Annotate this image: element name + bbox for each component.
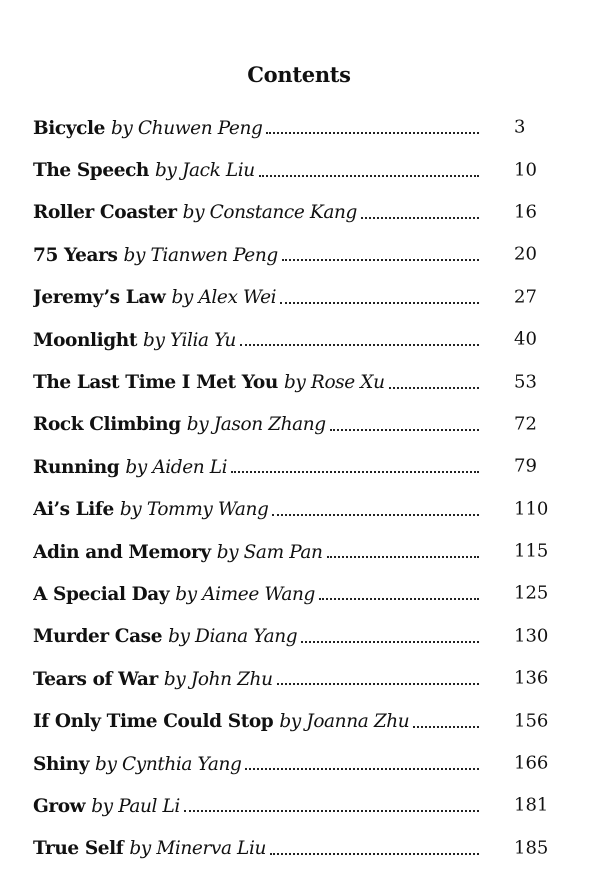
story-title: Adin and Memory (33, 541, 211, 563)
toc-entry-text (33, 754, 479, 775)
toc-entry[interactable] (33, 531, 553, 573)
toc-entry[interactable] (33, 658, 553, 700)
story-author: by Aimee Wang (175, 583, 315, 605)
toc-entry-text (33, 499, 479, 520)
dot-leader (301, 641, 479, 643)
toc-entry[interactable] (33, 743, 553, 785)
toc-entry-text (33, 118, 479, 139)
page-number: 72 (514, 413, 537, 435)
page-number: 53 (514, 370, 537, 392)
story-author: by Alex Wei (171, 287, 277, 309)
page-number: 3 (514, 116, 526, 138)
dot-leader (319, 598, 479, 600)
toc-entry[interactable] (33, 573, 553, 615)
toc-entry[interactable] (33, 446, 553, 488)
story-author: by John Zhu (163, 668, 273, 690)
page-number: 136 (514, 667, 549, 689)
page-number: 40 (514, 328, 537, 350)
toc-entry-text (33, 414, 479, 435)
dot-leader (361, 217, 479, 219)
toc-entry-text (33, 796, 479, 817)
page-number: 16 (514, 201, 537, 223)
story-title: Moonlight (33, 329, 137, 351)
page-number: 125 (514, 582, 549, 604)
dot-leader (280, 302, 479, 304)
story-title: Roller Coaster (33, 202, 177, 224)
toc-entry[interactable] (33, 319, 553, 361)
dot-leader (413, 726, 479, 728)
toc-entry[interactable] (33, 616, 553, 658)
table-of-contents (33, 107, 553, 870)
toc-entry-text (33, 711, 479, 732)
story-title: Shiny (33, 753, 90, 775)
story-title: Tears of War (33, 668, 158, 690)
dot-leader (389, 387, 479, 389)
story-title: Ai’s Life (33, 499, 114, 521)
story-author: by Aiden Li (125, 456, 228, 478)
toc-entry-text (33, 669, 479, 690)
dot-leader (266, 132, 479, 134)
dot-leader (330, 429, 479, 431)
toc-entry-text (33, 626, 479, 647)
toc-entry[interactable] (33, 700, 553, 742)
page-number: 115 (514, 540, 549, 562)
story-author: by Joanna Zhu (279, 711, 410, 733)
story-title: The Speech (33, 160, 149, 182)
story-author: by Jack Liu (154, 160, 255, 182)
story-title: A Special Day (33, 583, 170, 605)
story-author: by Diana Yang (168, 626, 298, 648)
dot-leader (270, 853, 479, 855)
dot-leader (327, 556, 479, 558)
contents-heading: Contents (247, 62, 351, 87)
toc-entry[interactable] (33, 149, 553, 191)
toc-entry-text (33, 584, 479, 605)
dot-leader (231, 471, 479, 473)
story-author: by Cynthia Yang (95, 753, 242, 775)
story-author: by Constance Kang (182, 202, 357, 224)
toc-entry-text (33, 245, 479, 266)
story-title: Rock Climbing (33, 414, 181, 436)
story-title: Murder Case (33, 626, 163, 648)
story-title: Bicycle (33, 117, 105, 139)
story-title: 75 Years (33, 244, 118, 266)
story-author: by Jason Zhang (186, 414, 326, 436)
toc-entry[interactable] (33, 192, 553, 234)
story-author: by Yilia Yu (143, 329, 236, 351)
story-author: by Tianwen Peng (123, 244, 278, 266)
story-title: If Only Time Could Stop (33, 711, 274, 733)
story-title: The Last Time I Met You (33, 372, 278, 394)
toc-entry-text (33, 202, 479, 223)
toc-entry[interactable] (33, 785, 553, 827)
toc-entry[interactable] (33, 489, 553, 531)
toc-entry[interactable] (33, 361, 553, 403)
story-title: Grow (33, 795, 86, 817)
toc-entry[interactable] (33, 404, 553, 446)
page-number: 10 (514, 159, 537, 181)
story-title: Jeremy’s Law (33, 287, 166, 309)
toc-entry-text (33, 838, 479, 859)
toc-entry-text (33, 330, 479, 351)
story-author: by Tommy Wang (119, 499, 269, 521)
page-number: 79 (514, 455, 537, 477)
story-title: Running (33, 456, 120, 478)
toc-entry-text (33, 160, 479, 181)
story-author: by Minerva Liu (129, 838, 266, 860)
toc-entry-text (33, 542, 479, 563)
story-author: by Paul Li (91, 795, 180, 817)
story-author: by Rose Xu (283, 372, 385, 394)
toc-entry-text (33, 287, 479, 308)
story-author: by Sam Pan (216, 541, 323, 563)
dot-leader (282, 259, 479, 261)
page-number: 27 (514, 286, 537, 308)
dot-leader (277, 683, 479, 685)
dot-leader (259, 175, 479, 177)
story-title: True Self (33, 838, 124, 860)
page-number: 110 (514, 498, 549, 520)
toc-entry[interactable] (33, 234, 553, 276)
story-author: by Chuwen Peng (110, 117, 263, 139)
toc-entry[interactable] (33, 107, 553, 149)
page-number: 166 (514, 752, 549, 774)
page-number: 185 (514, 837, 549, 859)
page-number: 20 (514, 243, 537, 265)
toc-entry-text (33, 457, 479, 478)
dot-leader (240, 344, 479, 346)
toc-entry[interactable] (33, 828, 553, 870)
toc-entry-text (33, 372, 479, 393)
page-number: 156 (514, 710, 549, 732)
page-number: 130 (514, 625, 549, 647)
toc-entry[interactable] (33, 277, 553, 319)
dot-leader (272, 514, 479, 516)
dot-leader (184, 810, 479, 812)
page-number: 181 (514, 794, 549, 816)
dot-leader (245, 768, 479, 770)
